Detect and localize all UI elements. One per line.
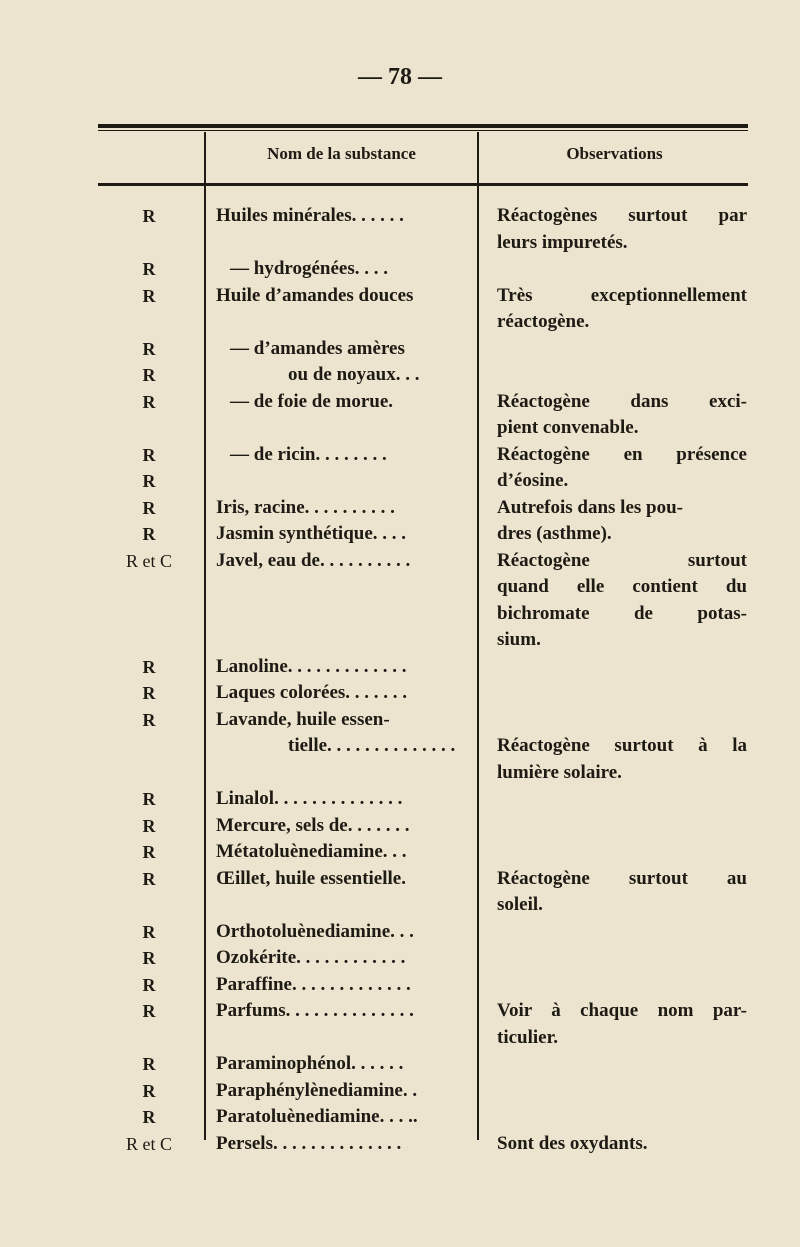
reaction-code: R (142, 471, 156, 491)
table-row (0, 548, 800, 574)
reaction-code: R (142, 868, 156, 889)
table-row (0, 839, 800, 865)
observation-text: Réactogène surtout à la (497, 735, 747, 756)
header-substance-name: Nom de la substance (267, 144, 416, 163)
table-top-rule (98, 124, 748, 128)
table-row (0, 1051, 800, 1077)
substance-name: — d’amandes amères (230, 337, 405, 359)
reaction-code: R (142, 444, 156, 465)
reaction-code: R (142, 524, 156, 544)
observation-text: Réactogène surtout (497, 549, 747, 571)
reaction-code: R (142, 683, 156, 703)
table-row (0, 415, 800, 441)
table-row (0, 1104, 800, 1130)
table-row (0, 733, 800, 759)
substance-name: Persels. . . . . . . . . . . . . . (216, 1132, 402, 1154)
table-top-rule-thin (98, 130, 748, 131)
observation-text: soleil. (497, 894, 543, 915)
header-bottom-rule (98, 183, 748, 186)
reaction-code: R (142, 206, 156, 226)
substance-name: Iris, racine. . . . . . . . . . (216, 496, 395, 518)
substance-name: Paratoluènediamine. . . .. (216, 1106, 418, 1127)
reaction-code: R (142, 789, 156, 809)
observation-text: lumière solaire. (497, 761, 622, 783)
header-observations: Observations (566, 144, 663, 163)
table-row (0, 1131, 800, 1157)
table-row (0, 230, 800, 256)
observation-text: Réactogène en présence (497, 443, 747, 465)
page-number: — 78 — (358, 64, 442, 90)
substance-name: Javel, eau de. . . . . . . . . . (216, 549, 411, 571)
substance-name: — hydrogénées. . . . (230, 258, 388, 279)
reaction-code: R et C (125, 550, 172, 571)
observation-text: Voir à chaque nom par- (497, 1000, 747, 1021)
observation-text: quand elle contient du (497, 576, 747, 597)
substance-name: Paraffine. . . . . . . . . . . . . (216, 973, 411, 995)
table-row (0, 442, 800, 468)
substance-name: Lavande, huile essen- (216, 708, 390, 730)
table-row (0, 707, 800, 733)
reaction-code: R (142, 285, 156, 306)
table-row (0, 336, 800, 362)
reaction-code: R et C (125, 1133, 172, 1154)
table-row (0, 654, 800, 680)
reaction-code: R (142, 842, 156, 862)
reaction-code: R (142, 365, 156, 385)
table-row (0, 574, 800, 600)
observation-text: Autrefois dans les pou- (497, 496, 683, 518)
observation-text: Réactogène surtout au (497, 867, 747, 889)
substance-name: Huile d’amandes douces (216, 284, 414, 306)
table-row (0, 680, 800, 706)
observation-text: Réactogènes surtout par (497, 205, 747, 226)
table-row (0, 521, 800, 547)
reaction-code: R (142, 338, 156, 359)
table-row (0, 601, 800, 627)
observation-text: sium. (497, 629, 541, 650)
table-row (0, 892, 800, 918)
reaction-code: R (142, 391, 156, 412)
substance-name: — de ricin. . . . . . . . (230, 443, 387, 465)
reaction-code: R (142, 497, 156, 518)
table-row (0, 283, 800, 309)
reaction-code: R (142, 948, 156, 968)
substance-name: Ozokérite. . . . . . . . . . . . (216, 947, 406, 968)
reaction-code: R (142, 259, 156, 279)
observation-text: Très exceptionnellement (497, 284, 747, 306)
reaction-code: R (142, 656, 156, 677)
reaction-code: R (142, 921, 156, 942)
table-row (0, 919, 800, 945)
substance-name: Mercure, sels de. . . . . . . (216, 814, 410, 836)
observation-text: leurs impuretés. (497, 231, 628, 253)
reaction-code: R (142, 1107, 156, 1127)
reaction-code: R (142, 815, 156, 836)
observation-text: dres (asthme). (497, 523, 612, 544)
table-row (0, 362, 800, 388)
substance-name: Paraminophénol. . . . . . (216, 1053, 404, 1074)
table-row (0, 1025, 800, 1051)
substance-name: Jasmin synthétique. . . . (216, 523, 407, 544)
reaction-code: R (142, 709, 156, 730)
table-row (0, 256, 800, 282)
substance-name: ou de noyaux. . . (288, 364, 420, 385)
substance-name: Huiles minérales. . . . . . (216, 205, 404, 226)
substance-name: Linalol. . . . . . . . . . . . . . (216, 788, 403, 809)
table-row (0, 309, 800, 335)
observation-text: bichromate de potas- (497, 602, 747, 624)
substance-name: tielle. . . . . . . . . . . . . . (288, 735, 456, 756)
reaction-code: R (142, 974, 156, 995)
observation-text: réactogène. (497, 311, 590, 332)
substance-name: Œillet, huile essentielle. (216, 867, 406, 889)
table-row (0, 866, 800, 892)
table-row (0, 945, 800, 971)
observation-text: pient convenable. (497, 417, 639, 438)
table-row (0, 468, 800, 494)
reaction-code: R (142, 1054, 156, 1074)
table-row (0, 786, 800, 812)
substance-name: Parfums. . . . . . . . . . . . . . (216, 1000, 414, 1021)
observation-text: Réactogène dans exci- (497, 390, 747, 412)
reaction-code: R (142, 1080, 156, 1101)
table-row (0, 203, 800, 229)
substance-name: Lanoline. . . . . . . . . . . . . (216, 655, 407, 677)
table-row (0, 495, 800, 521)
observation-text: ticulier. (497, 1026, 559, 1048)
table-row (0, 389, 800, 415)
substance-name: Métatoluènediamine. . . (216, 841, 407, 862)
substance-name: Paraphénylènediamine. . (216, 1079, 418, 1101)
substance-name: Laques colorées. . . . . . . (216, 682, 408, 703)
observation-text: d’éosine. (497, 470, 569, 491)
table-row (0, 813, 800, 839)
reaction-code: R (142, 1001, 156, 1021)
substance-name: — de foie de morue. (230, 390, 394, 412)
table-row (0, 760, 800, 786)
table-row (0, 998, 800, 1024)
table-row (0, 1078, 800, 1104)
table-row (0, 972, 800, 998)
observation-text: Sont des oxydants. (497, 1132, 648, 1154)
substance-name: Orthotoluènediamine. . . (216, 920, 414, 942)
table-row (0, 627, 800, 653)
